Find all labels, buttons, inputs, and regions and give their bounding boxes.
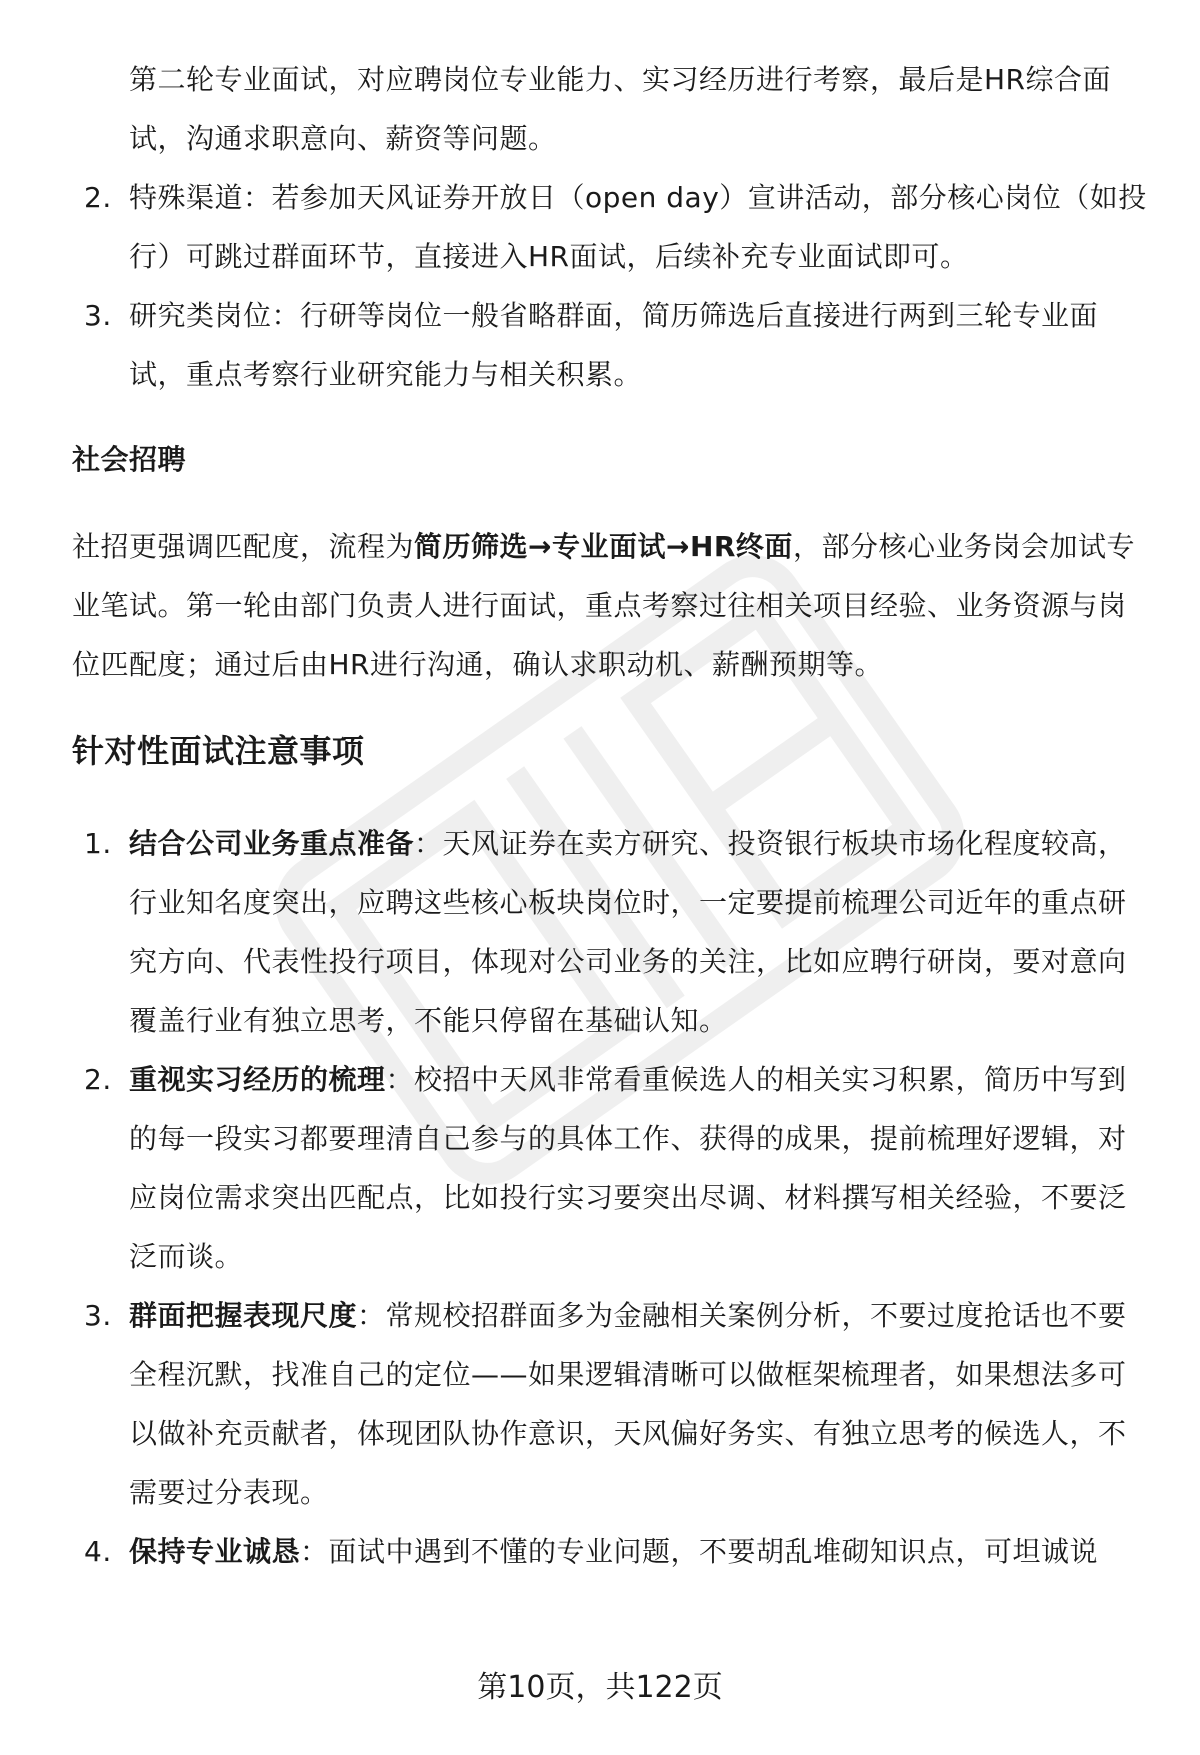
- social-text-post: ，部分核心业务岗会加试专业笔试。第一轮由部门负责人进行面试，重点考察过往相关项目经验、业务资源与岗位匹配度；通过后由HR进行沟通，确认求职动机、薪酬预期等。: [72, 530, 1135, 681]
- list-text: 特殊渠道：若参加天风证券开放日（open day）宣讲活动，部分核心岗位（如投行）可跳过群面环节，直接进入HR面试，后续补充专业面试即可。: [129, 181, 1147, 273]
- list-number: 2.: [84, 181, 112, 214]
- social-text-pre: 社招更强调匹配度，流程为: [72, 530, 415, 563]
- social-paragraph: [72, 517, 1152, 694]
- list-bold-lead: 保持专业诚恳: [129, 1535, 301, 1568]
- section-heading-tips: 针对性面试注意事项: [72, 732, 365, 770]
- social-text-bold: 简历筛选→专业面试→HR终面: [414, 530, 793, 563]
- page-footer: 第10页，共122页: [477, 1670, 723, 1705]
- list-item: [72, 286, 1152, 404]
- list-text: ：常规校招群面多为金融相关案例分析，不要过度抢话也不要全程沉默，找准自己的定位——如果逻辑清晰可以做框架梳理者，如果想法多可以做补充贡献者，体现团队协作意识，天风偏好务实、有独立思考的候选人，不需要过分表现。: [129, 1299, 1127, 1509]
- list-bold-lead: 群面把握表现尺度: [129, 1299, 358, 1332]
- list-number: 4.: [84, 1535, 112, 1568]
- intro-continuation: 第二轮专业面试，对应聘岗位专业能力、实习经历进行考察，最后是HR综合面试，沟通求职意向、薪资等问题。: [129, 63, 1112, 155]
- list-number: 3.: [84, 299, 112, 332]
- list-text: 研究类岗位：行研等岗位一般省略群面，简历筛选后直接进行两到三轮专业面试，重点考察行业研究能力与相关积累。: [129, 299, 1099, 391]
- list-item: [72, 1522, 1152, 1581]
- list-text: ：校招中天风非常看重候选人的相关实习积累，简历中写到的每一段实习都要理清自己参与的具体工作、获得的成果，提前梳理好逻辑，对应岗位需求突出匹配点，比如投行实习要突出尽调、材料撰写相关经验，不要泛泛而谈。: [129, 1063, 1127, 1273]
- campus-recruit-list: [72, 168, 1152, 404]
- section-heading-social: 社会招聘: [72, 443, 187, 476]
- list-item: [72, 1050, 1152, 1286]
- list-number: 2.: [84, 1063, 112, 1096]
- list-bold-lead: 重视实习经历的梳理: [129, 1063, 386, 1096]
- list-item: [72, 168, 1152, 286]
- list-number: 1.: [84, 827, 112, 860]
- list-number: 3.: [84, 1299, 112, 1332]
- list-text: ：面试中遇到不懂的专业问题，不要胡乱堆砌知识点，可坦诚说: [300, 1535, 1099, 1568]
- document-body: [72, 50, 1152, 1581]
- list-text: ：天风证券在卖方研究、投资银行板块市场化程度较高，行业知名度突出，应聘这些核心板块岗位时，一定要提前梳理公司近年的重点研究方向、代表性投行项目，体现对公司业务的关注，比如应聘行研岗，要对意向覆盖行业有独立思考，不能只停留在基础认知。: [129, 827, 1127, 1037]
- list-bold-lead: 结合公司业务重点准备: [129, 827, 415, 860]
- list-item: [72, 814, 1152, 1050]
- list-item: [72, 1286, 1152, 1522]
- tips-list: [72, 814, 1152, 1581]
